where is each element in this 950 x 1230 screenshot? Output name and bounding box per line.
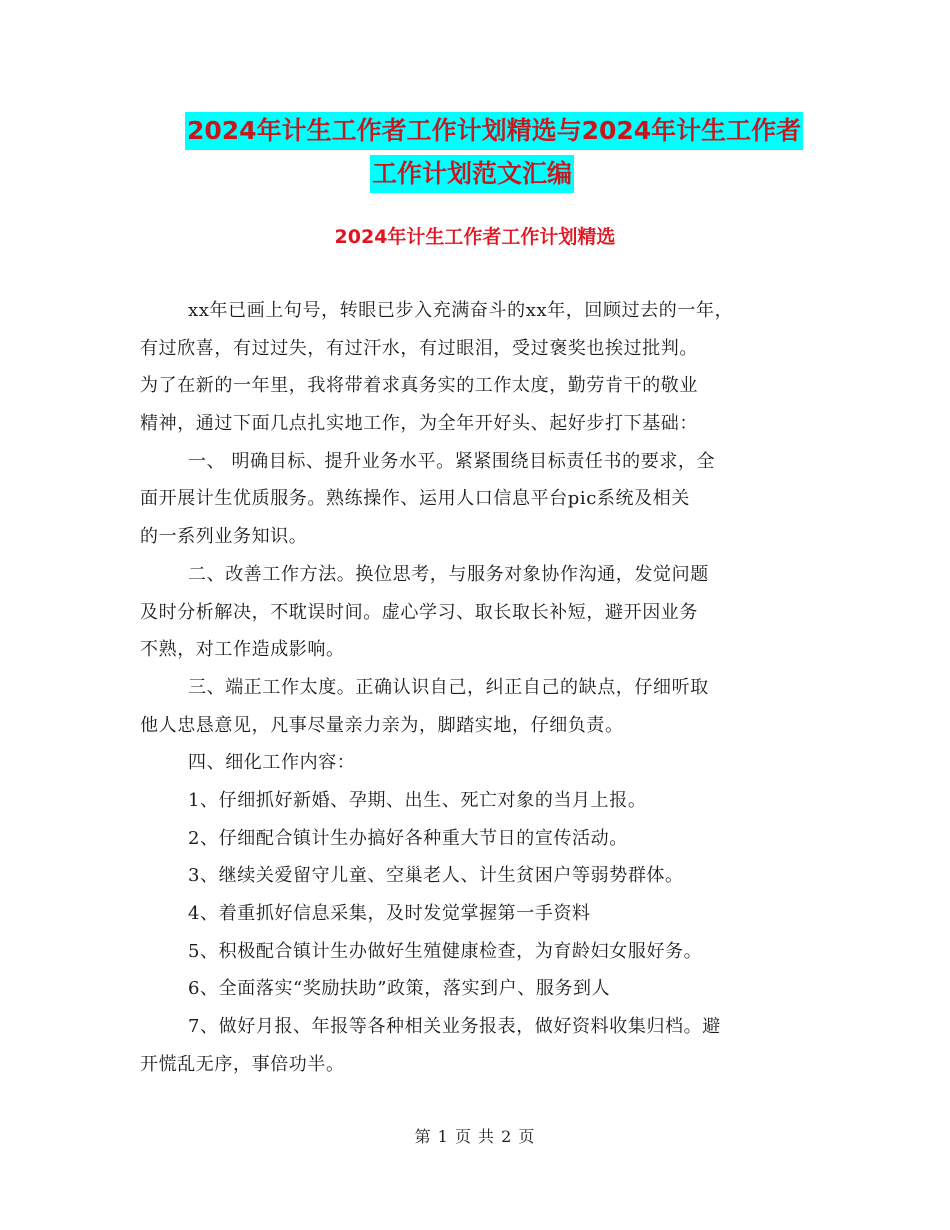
- section-title: 2024年计生工作者工作计划精选: [334, 226, 616, 248]
- document-title-line-1: 2024年计生工作者工作计划精选与2024年计生工作者: [185, 112, 803, 150]
- body-line: 二、改善工作方法。换位思考，与服务对象协作沟通，发觉问题: [188, 563, 709, 585]
- body-line: 3、继续关爱留守儿童、空巢老人、计生贫困户等弱势群体。: [188, 865, 684, 887]
- body-line: 开慌乱无序，事倍功半。: [140, 1053, 345, 1075]
- body-line: 的一系列业务知识。: [140, 526, 308, 548]
- body-line: 他人忠恳意见，凡事尽量亲力亲为，脚踏实地，仔细负责。: [140, 714, 624, 736]
- body-line: 三、端正工作太度。正确认识自己，纠正自己的缺点，仔细听取: [188, 676, 709, 698]
- body-line: 四、细化工作内容：: [188, 752, 356, 774]
- body-line: 7、做好月报、年报等各种相关业务报表，做好资料收集归档。避: [188, 1016, 721, 1038]
- body-line: 及时分析解决，不耽误时间。虚心学习、取长取长补短，避开因业务: [140, 601, 698, 623]
- body-line: 不熟，对工作造成影响。: [140, 639, 345, 661]
- body-line: 精神，通过下面几点扎实地工作，为全年开好头、起好步打下基础：: [140, 413, 698, 435]
- body-line: 有过欣喜，有过过失，有过汗水，有过眼泪，受过褒奖也挨过批判。: [140, 337, 698, 359]
- body-line: 6、全面落实“奖励扶助”政策，落实到户、服务到人: [188, 978, 611, 1000]
- body-line: 面开展计生优质服务。熟练操作、运用人口信息平台pic系统及相关: [140, 488, 690, 510]
- body-line: xx年已画上句号，转眼已步入充满奋斗的xx年，回顾过去的一年，: [188, 300, 734, 321]
- document-body: [140, 292, 820, 1083]
- page-footer: 第 1 页 共 2 页: [414, 1127, 536, 1146]
- body-line: 一、 明确目标、提升业务水平。紧紧围绕目标责任书的要求，全: [188, 450, 716, 472]
- body-line: 4、着重抓好信息采集，及时发觉掌握第一手资料: [188, 903, 591, 924]
- body-line: 2、仔细配合镇计生办搞好各种重大节日的宣传活动。: [188, 827, 628, 849]
- body-line: 1、仔细抓好新婚、孕期、出生、死亡对象的当月上报。: [188, 789, 647, 811]
- body-line: 5、积极配合镇计生办做好生殖健康检查，为育龄妇女服好务。: [188, 940, 703, 962]
- body-line: 为了在新的一年里，我将带着求真务实的工作太度，勤劳肯干的敬业: [140, 375, 698, 397]
- document-title-line-2: 工作计划范文汇编: [370, 155, 574, 193]
